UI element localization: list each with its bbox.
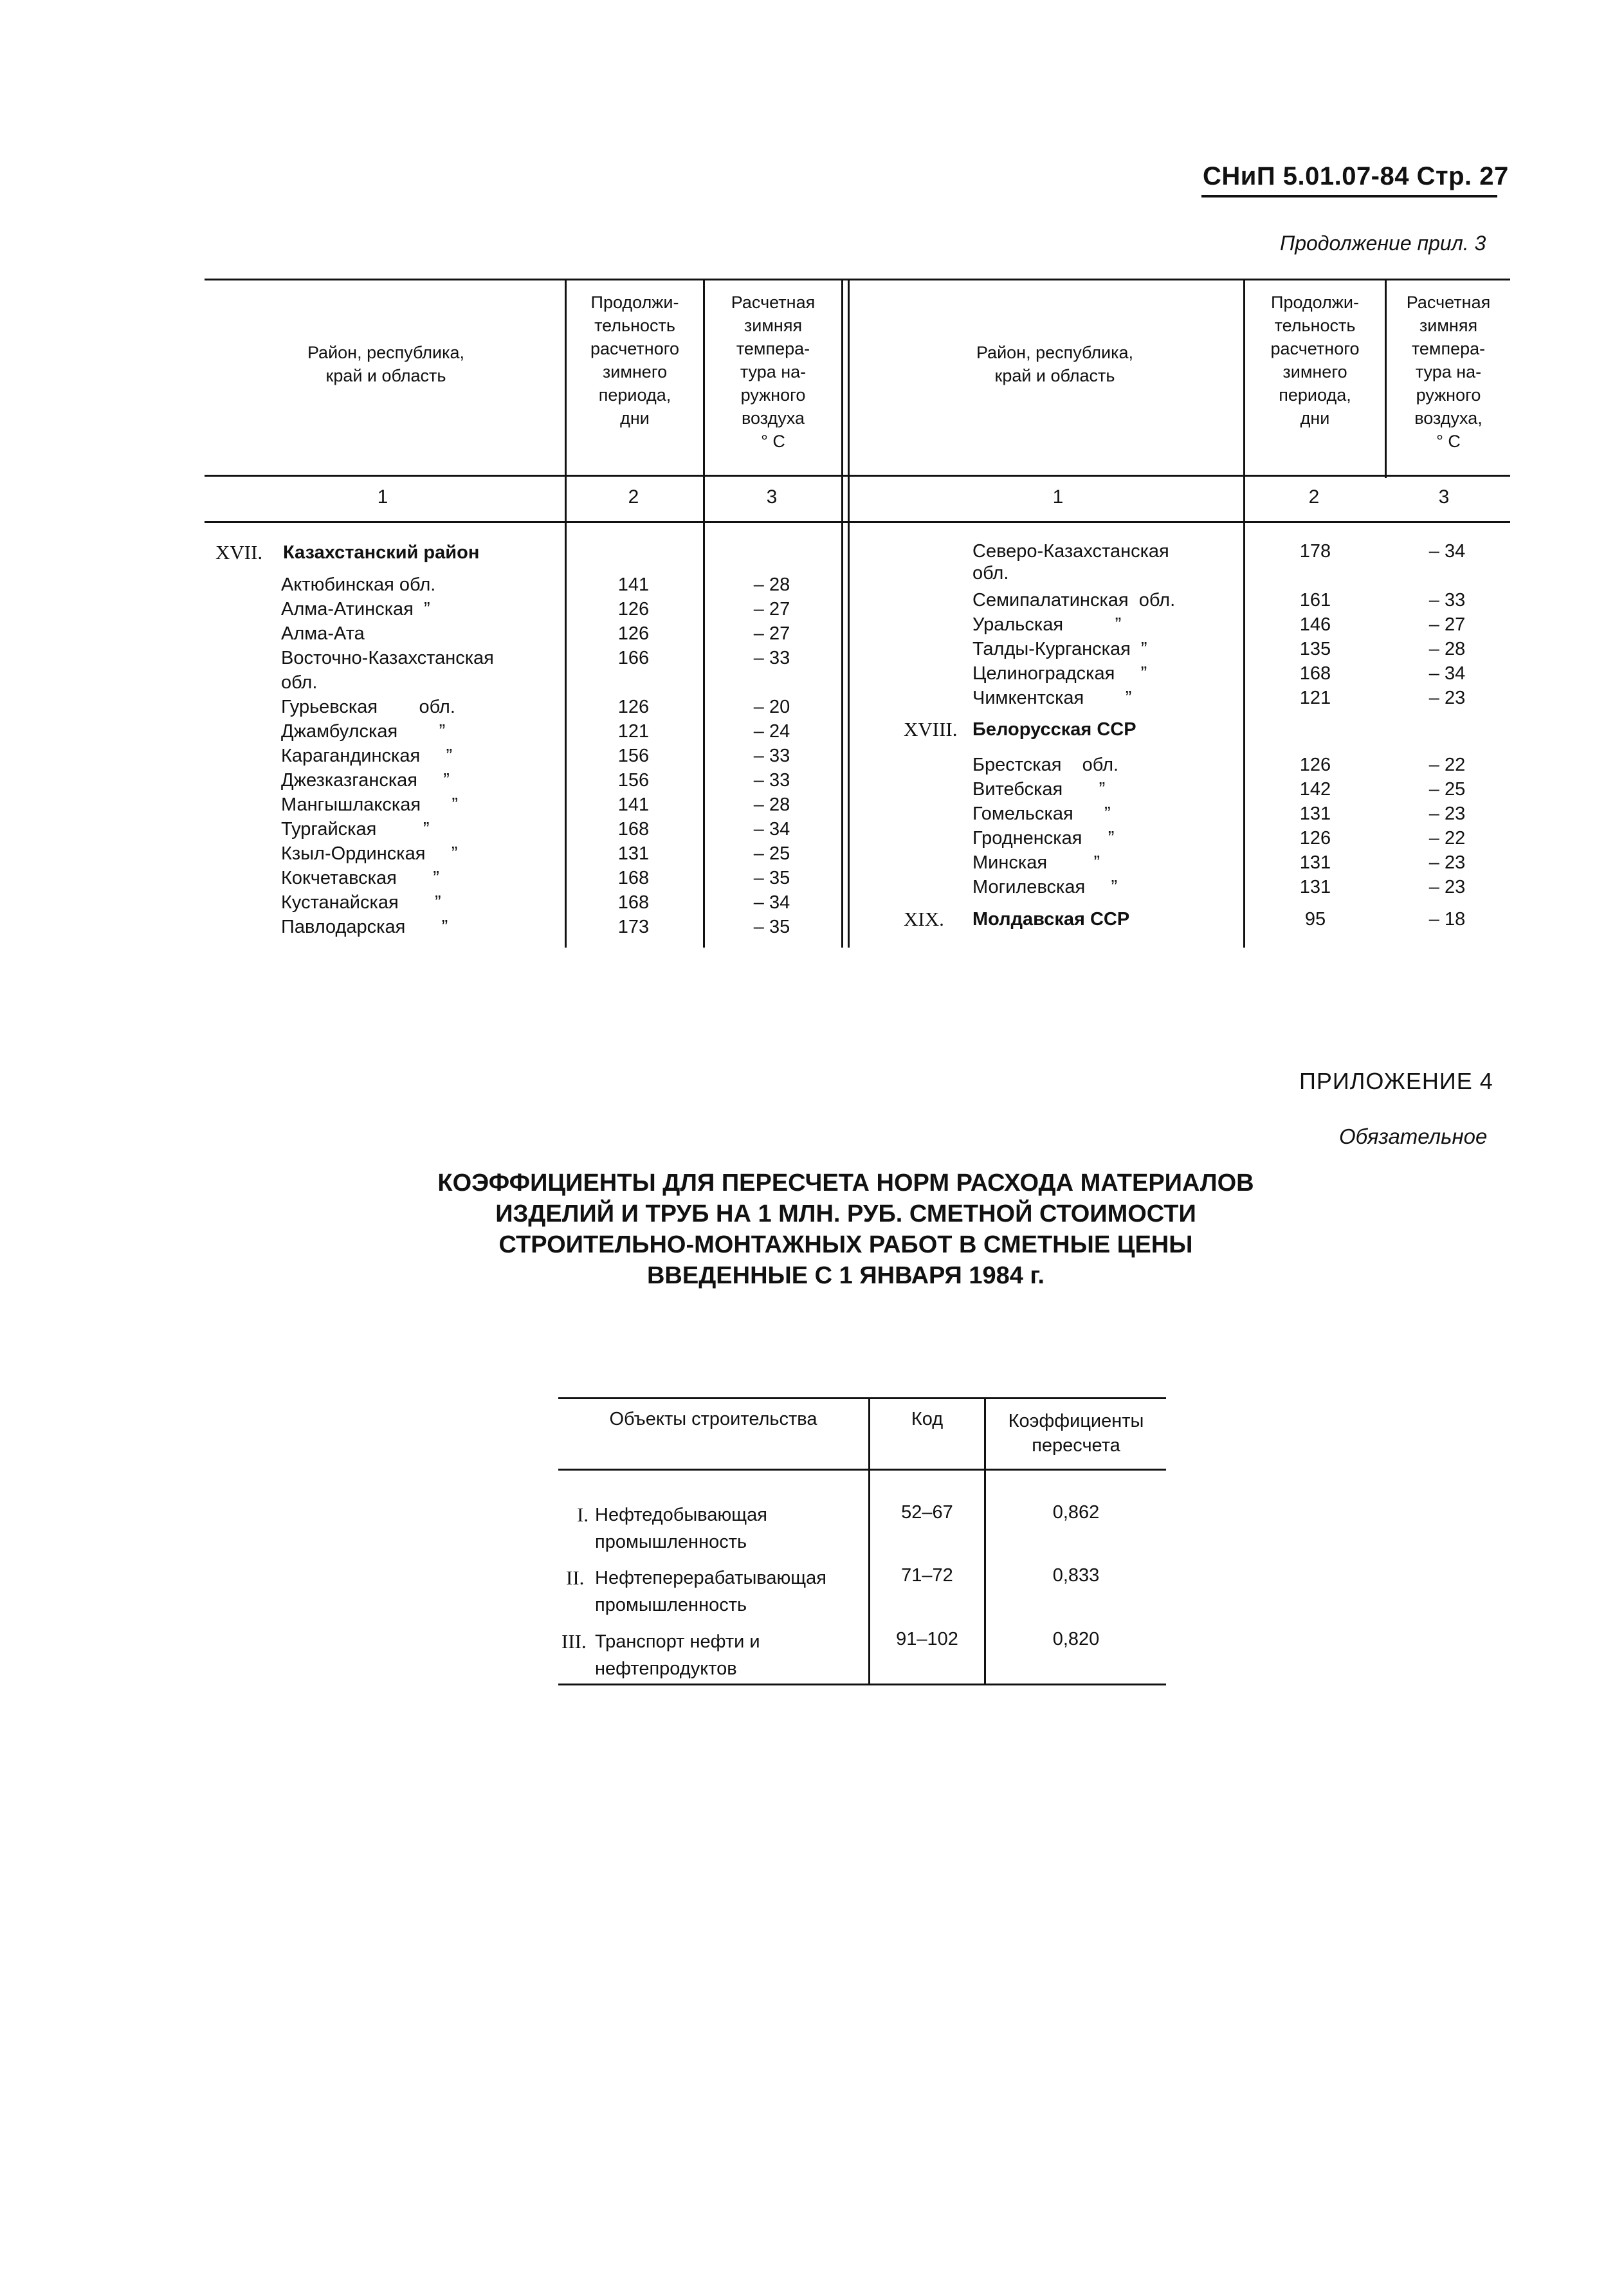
table-row xyxy=(0,661,1624,686)
region-name: Актюбинская обл. xyxy=(281,574,436,595)
winter-days: 156 xyxy=(617,770,650,791)
object-line: промышленность xyxy=(595,1532,747,1552)
winter-temp: – 28 xyxy=(1428,639,1466,659)
column-number: 1 xyxy=(1052,486,1064,508)
header-region-left: Район, республика, край и область xyxy=(307,343,465,385)
winter-days: 161 xyxy=(1299,590,1331,610)
object-coef: 0,862 xyxy=(1052,1502,1100,1523)
winter-temp: – 34 xyxy=(1428,663,1466,684)
region-name: Восточно-Казахстанская xyxy=(281,648,494,668)
row-number: III. xyxy=(561,1630,587,1653)
region-name: Могилевская ” xyxy=(972,877,1118,897)
region-name: Брестская обл. xyxy=(972,755,1119,775)
winter-temp: – 23 xyxy=(1428,852,1466,873)
table-bottom-rule xyxy=(558,1684,1166,1685)
winter-temp: – 33 xyxy=(753,648,790,668)
region-name: Кокчетавская ” xyxy=(281,868,439,888)
winter-temp: – 24 xyxy=(753,721,790,742)
winter-temp: – 27 xyxy=(753,599,790,619)
header-rule xyxy=(1201,195,1497,197)
region-name: обл. xyxy=(972,563,1009,583)
region-name: Гурьевская обл. xyxy=(281,697,455,717)
winter-temp: – 18 xyxy=(1428,909,1466,930)
region-name: Чимкентская ” xyxy=(972,688,1132,708)
region-name: обл. xyxy=(281,672,318,693)
table-row xyxy=(0,753,1624,777)
winter-temp: – 33 xyxy=(753,746,790,766)
table-row xyxy=(0,539,1624,564)
column-number: 1 xyxy=(377,486,388,508)
winter-days: 168 xyxy=(1299,663,1331,684)
column-number: 2 xyxy=(1308,486,1320,508)
winter-days: 126 xyxy=(1299,755,1331,775)
winter-temp: – 23 xyxy=(1428,877,1466,897)
winter-temp: – 23 xyxy=(1428,688,1466,708)
winter-temp: – 23 xyxy=(1428,803,1466,824)
header-temp-right: Расчетная зимняя темпера- тура на- ружного воздуха, ° С xyxy=(1406,293,1491,451)
table-colnum-rule xyxy=(205,521,1510,523)
table-row xyxy=(0,875,1624,899)
region-name: Павлодарская ” xyxy=(281,917,448,937)
table-top-rule xyxy=(558,1397,1166,1399)
region-name: Минская ” xyxy=(972,852,1100,873)
header-days-left: Продолжи- тельность расчетного зимнего периода, дни xyxy=(590,293,679,428)
table-row xyxy=(0,777,1624,802)
appendix4-title: КОЭФФИЦИЕНТЫ ДЛЯ ПЕРЕСЧЕТА НОРМ РАСХОДА МАТЕРИАЛОВ ИЗДЕЛИЙ И ТРУБ НА 1 МЛН. РУБ. СМЕТНОЙ СТОИМОСТИ СТРОИТЕЛЬНО-МОНТАЖНЫХ РАБОТ В СМЕТНЫЕ ЦЕНЫ ВВЕДЕННЫЕ С 1 ЯНВАРЯ 1984 г. xyxy=(437,1170,1254,1289)
winter-days: 135 xyxy=(1299,639,1331,659)
object-line: Транспорт нефти и xyxy=(595,1631,760,1652)
winter-days: 131 xyxy=(1299,803,1331,824)
winter-temp: – 22 xyxy=(1428,828,1466,849)
winter-days: 141 xyxy=(617,574,650,595)
region-name: Талды-Курганская ” xyxy=(972,639,1147,659)
section-number: XVII. xyxy=(215,541,263,564)
winter-temp: – 33 xyxy=(1428,590,1466,610)
row-number: II. xyxy=(566,1566,585,1589)
winter-days: 173 xyxy=(617,917,650,937)
winter-temp: – 27 xyxy=(1428,614,1466,635)
region-name: Тургайская ” xyxy=(281,819,430,840)
winter-days: 156 xyxy=(617,746,650,766)
column-number: 2 xyxy=(628,486,639,508)
region-name: Семипалатинская обл. xyxy=(972,590,1176,610)
appendix4-status: Обязательное xyxy=(1339,1124,1488,1148)
appendix4-label: ПРИЛОЖЕНИЕ 4 xyxy=(1299,1068,1493,1094)
object-code: 91–102 xyxy=(896,1629,958,1649)
table-row xyxy=(0,588,1624,612)
winter-days: 121 xyxy=(1299,688,1331,708)
winter-days: 121 xyxy=(617,721,650,742)
table-header-rule xyxy=(205,475,1510,477)
region-name: Гомельская ” xyxy=(972,803,1111,824)
winter-days: 126 xyxy=(617,599,650,619)
region-name: Северо-Казахстанская xyxy=(972,541,1169,562)
winter-temp: – 28 xyxy=(753,794,790,815)
winter-temp: – 22 xyxy=(1428,755,1466,775)
header-region-right: Район, республика, край и область xyxy=(976,343,1134,385)
object-coef: 0,833 xyxy=(1052,1565,1100,1586)
column-number: 3 xyxy=(1438,486,1450,508)
winter-days: 126 xyxy=(617,697,650,717)
winter-days: 146 xyxy=(1299,614,1331,635)
winter-temp: – 35 xyxy=(753,868,790,888)
header-code: Код xyxy=(911,1409,944,1429)
object-coef: 0,820 xyxy=(1052,1629,1100,1649)
winter-days: 142 xyxy=(1299,779,1331,800)
column-number: 3 xyxy=(766,486,778,508)
winter-temp: – 33 xyxy=(753,770,790,791)
winter-days: 168 xyxy=(617,892,650,913)
document-code: СНиП 5.01.07-84 Стр. 27 xyxy=(1203,162,1509,190)
winter-temp: – 34 xyxy=(1428,541,1466,562)
region-name: Кзыл-Ординская ” xyxy=(281,843,458,864)
section-number: XVIII. xyxy=(904,718,958,740)
table-row xyxy=(0,637,1624,661)
winter-temp: – 28 xyxy=(753,574,790,595)
winter-temp: – 25 xyxy=(1428,779,1466,800)
winter-temp: – 27 xyxy=(753,623,790,644)
region-name: Молдавская ССР xyxy=(972,909,1130,930)
table-row xyxy=(0,850,1624,875)
winter-days: 178 xyxy=(1299,541,1331,562)
header-coef: Коэффициенты пересчета xyxy=(1008,1411,1144,1456)
row-number: I. xyxy=(577,1503,589,1526)
winter-days: 166 xyxy=(617,648,650,668)
region-name: Казахстанский район xyxy=(283,542,480,563)
header-temp-left: Расчетная зимняя темпера- тура на- ружного воздуха ° С xyxy=(731,293,816,451)
region-name: Белорусская ССР xyxy=(972,719,1136,740)
table-header-rule xyxy=(558,1469,1166,1471)
winter-temp: – 34 xyxy=(753,819,790,840)
continuation-note: Продолжение прил. 3 xyxy=(1280,232,1486,255)
region-name: Гродненская ” xyxy=(972,828,1115,849)
table-row xyxy=(0,561,1624,585)
region-name: Алма-Атинская ” xyxy=(281,599,430,619)
region-name: Кустанайская ” xyxy=(281,892,441,913)
winter-days: 168 xyxy=(617,819,650,840)
winter-days: 126 xyxy=(617,623,650,644)
region-name: Витебская ” xyxy=(972,779,1106,800)
winter-temp: – 20 xyxy=(753,697,790,717)
header-days-right: Продолжи- тельность расчетного зимнего периода, дни xyxy=(1270,293,1360,428)
table-row xyxy=(0,717,1624,742)
region-name: Джезказганская ” xyxy=(281,770,450,791)
winter-days: 95 xyxy=(1304,909,1326,930)
winter-days: 168 xyxy=(617,868,650,888)
region-name: Джамбулская ” xyxy=(281,721,446,742)
header-objects: Объекты строительства xyxy=(609,1409,817,1429)
region-name: Уральская ” xyxy=(972,614,1122,635)
table-row xyxy=(0,907,1624,932)
table-row xyxy=(0,802,1624,826)
winter-days: 131 xyxy=(1299,852,1331,873)
table-row xyxy=(0,826,1624,850)
table-top-rule xyxy=(205,279,1510,280)
table-row xyxy=(0,686,1624,710)
region-name: Карагандинская ” xyxy=(281,746,453,766)
region-name: Мангышлакская ” xyxy=(281,794,459,815)
winter-temp: – 34 xyxy=(753,892,790,913)
winter-days: 141 xyxy=(617,794,650,815)
object-line: нефтепродуктов xyxy=(595,1658,737,1679)
table-row xyxy=(0,612,1624,637)
object-code: 71–72 xyxy=(901,1565,953,1586)
winter-days: 131 xyxy=(1299,877,1331,897)
object-line: Нефтеперерабатывающая xyxy=(595,1568,826,1588)
winter-temp: – 35 xyxy=(753,917,790,937)
object-code: 52–67 xyxy=(901,1502,953,1523)
winter-temp: – 25 xyxy=(753,843,790,864)
region-name: Алма-Ата xyxy=(281,623,365,644)
object-line: Нефтедобывающая xyxy=(595,1505,767,1525)
region-name: Целиноградская ” xyxy=(972,663,1147,684)
object-line: промышленность xyxy=(595,1595,747,1615)
section-number: XIX. xyxy=(904,908,944,930)
winter-days: 126 xyxy=(1299,828,1331,849)
col-divider xyxy=(1385,279,1387,478)
winter-days: 131 xyxy=(617,843,650,864)
